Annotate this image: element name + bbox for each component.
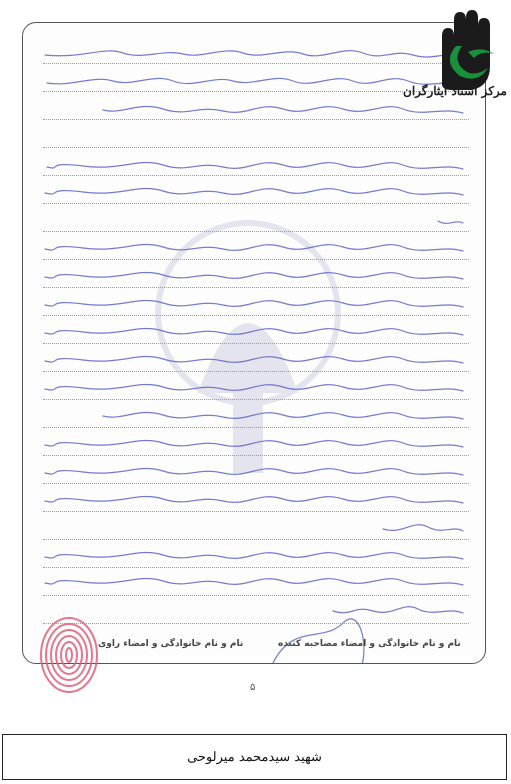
- interviewer-signature-label: نام و نام خانوادگی و امضاء مصاحبه کننده: [278, 639, 461, 649]
- caption-box: [2, 734, 507, 780]
- page-number: ۵: [250, 682, 256, 693]
- caption-text: شهید سیدمحمد میرلوحی: [187, 749, 322, 765]
- manuscript-page: [22, 22, 486, 664]
- narrator-signature-label: نام و نام خانوادگی و امضاء راوی: [98, 639, 244, 649]
- thumbprint-icon: [38, 615, 100, 695]
- logo-text: مرکز اسناد ایثارگران: [403, 84, 507, 98]
- handwritten-text: [23, 23, 485, 663]
